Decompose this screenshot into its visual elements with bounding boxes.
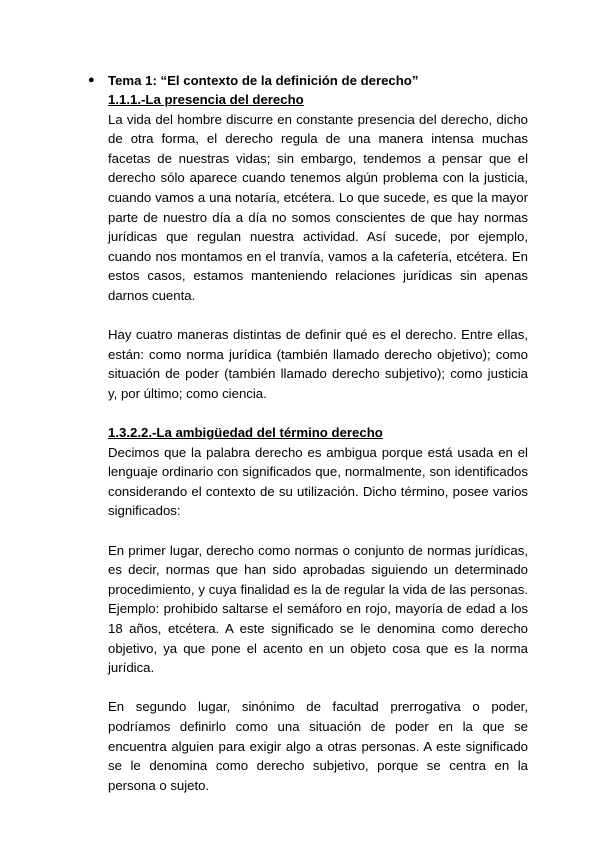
paragraph: Hay cuatro maneras distintas de definir qué es el derecho. Entre ellas, están: como norma jurídica (también llamado derecho objetivo); como situación de poder (también llamado derecho subjetivo); como justicia y, por último; como ciencia. [108,327,528,401]
paragraph-spacer [108,521,528,541]
paragraph: La vida del hombre discurre en constante presencia del derecho, dicho de otra forma, el derecho regula de una manera intensa muchas facetas de nuestras vidas; sin embargo, tendemos a pensar que el derecho sólo aparece cuando tenemos algún problema con la justicia, cuando vamos a una notaría, etcétera. Lo que sucede, es que la mayor parte de nuestro día a día no somos conscientes de que hay normas jurídicas que regulan nuestra actividad. Así sucede, por ejemplo, cuando nos montamos en el tranvía, vamos a la cafetería, etcétera. En estos casos, estamos manteniendo relaciones jurídicas sin apenas darnos cuenta. [108,111,528,303]
paragraph: En segundo lugar, sinónimo de facultad prerrogativa o poder, podríamos definirlo como una situación de poder en la que se encuentra alguien para exigir algo a otras personas. A este significado se le denomina como derecho subjetivo, porque se centra en la persona o sujeto. [108,699,528,793]
paragraph-spacer [108,404,528,424]
paragraph: Decimos que la palabra derecho es ambigua porque está usada en el lenguaje ordinario con significados que, normalmente, son identificados considerando el contexto de su utilización. Dicho término, posee varios significados: [108,444,528,519]
document-body [108,90,528,795]
paragraph-spacer [108,306,528,326]
paragraph-spacer [108,678,528,698]
section-heading-ambiguedad: 1.3.2.2.-La ambigüedad del término derecho [108,425,383,441]
section-heading-presencia: 1.1.1.-La presencia del derecho [108,92,304,107]
bullet-icon: ● [88,74,95,86]
topic-title: Tema 1: “El contexto de la definición de derecho” [108,73,419,88]
paragraph: En primer lugar, derecho como normas o conjunto de normas jurídicas, es decir, normas que han sido aprobadas siguiendo un determinado procedimiento, y cuya finalidad es la de regular la vida de las personas. Ejemplo: prohibido saltarse el semáforo en rojo, mayoría de edad a los 18 años, etcétera. A este significado se le denomina como derecho objetivo, ya que pone el acento en un objeto cosa que es la norma jurídica. [108,542,528,676]
